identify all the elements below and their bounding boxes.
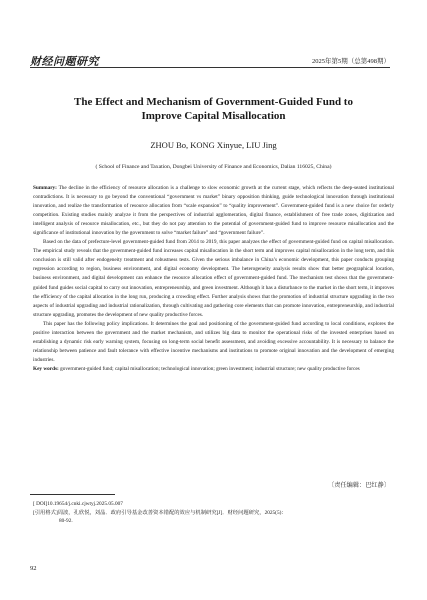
journal-logo: 财经问题研究 bbox=[30, 56, 99, 68]
citation-block bbox=[33, 500, 390, 526]
keywords-label: Key words: bbox=[33, 365, 59, 372]
abstract-paragraph-3: This paper has the following policy implications. It determines the goal and positioning of the government-guided fund according to local conditions, explores the positive interaction between the government and the market mechanism, and utilizes big data to monitor the operational risks of the invested enterprises based on establishing a dynamic risk early warning system, focusing on long-term social benefit assessment, and avoiding excessive accountability. It is necessary to balance the relationship between patience and fault tolerance with effective incentive mechanisms and institutions to promote original innovation and the development of emerging industries. bbox=[33, 320, 394, 363]
citation-pages: 80-92. bbox=[59, 518, 73, 524]
doi: [ DOI]10.19654/j.cnki.cjwtyj.2025.05.007 bbox=[33, 501, 123, 507]
responsible-editor: 〔责任编辑：巴红静〕 bbox=[328, 482, 390, 489]
keywords-text: government-guided fund; capital misallocation; technological innovation; green investment; industrial structure; new quality productive forces bbox=[58, 365, 360, 372]
citation-format: [引用格式]周波，孔欣悦，刘晶．政府引导基金改善资本错配的效应与机制研究[J]．财经问题研究，2025(5)： bbox=[33, 509, 287, 516]
affiliation: ( School of Finance and Taxation, Dongbei University of Finance and Economics, Dalian 116025, China) bbox=[95, 164, 332, 170]
summary-label: Summary: bbox=[33, 185, 57, 191]
summary-text: The decline in the efficiency of resource allocation is a challenge to slow economic growth at the current stage, which reflects the deep-seated institutional contradictions. It is necessary to go beyond the conventional “government vs market” binary opposition thinking, guide technological innovation through institutional innovation, and realize the transformation of resource allocation from “scale expansion” to “quality improvement”. Government-guided fund is a new choice for orderly competition. Existing studies mainly analyze it from the perspectives of industrial agglomeration, digital finance, establishment of free trade zones, digitization and intelligent analysis of resource misallocation, etc., but they do not pay attention to the potential of government-guided fund to improve resource misallocation and the significance of institutional innovation by the government to solve “market failure” and “government failure”. bbox=[33, 185, 394, 237]
paper-title bbox=[40, 95, 387, 123]
footnote-divider bbox=[30, 494, 115, 495]
abstract-summary bbox=[33, 184, 394, 238]
page-number: 92 bbox=[30, 565, 37, 572]
authors: ZHOU Bo, KONG Xinyue, LIU Jing bbox=[150, 140, 277, 150]
title-line-2: Improve Capital Misallocation bbox=[141, 110, 286, 122]
abstract-paragraph-2: Based on the data of prefecture-level government-guided fund from 2014 to 2019, this paper analyzes the effect of government-guided fund on capital misallocation. The empirical study reveals that the government-guided fund increases capital misallocation in the short term and improves capital misallocation in the long term, and this conclusion is still valid after endogeneity treatment and robustness tests. Given the serious imbalance in China’s economic development, this paper conducts grouping regression according to region, business environment, and digital economy development. The heterogeneity analysis results show that better geographical location, business environment, and digital development can enhance the resource allocation effect of government-guided fund. The mechanism test shows that the government-guided fund guides social capital to carry out innovation, entrepreneurship, and green investment. Although it has a disturbance to the market in the short term, it improves the efficiency of the capital allocation in the long run, producing a crowding effect. Further analysis shows that the promotion of industrial structure upgrading in the two aspects of industrial upgrading and industrial rationalization, through cultivating and gathering core elements that can promote innovation, entrepreneurship, and industrial structure upgrading, promotes the development of new quality productive forces. bbox=[33, 239, 394, 318]
header-divider bbox=[30, 67, 390, 68]
keywords bbox=[33, 365, 394, 374]
title-line-1: The Effect and Mechanism of Government-Guided Fund to bbox=[74, 96, 353, 108]
abstract bbox=[33, 184, 394, 374]
issue-info: 2025年第5期（总第498期） bbox=[312, 58, 390, 65]
